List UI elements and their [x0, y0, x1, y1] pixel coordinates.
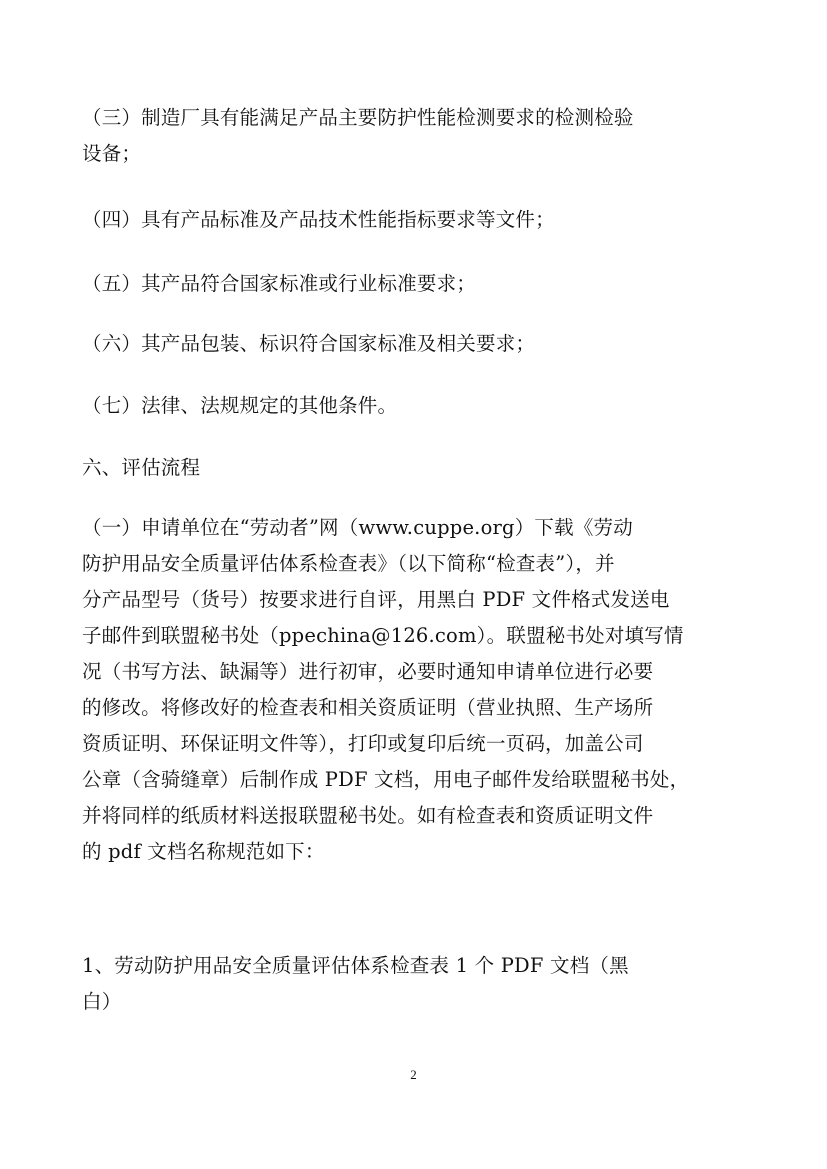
text-line: （六）其产品包装、标识符合国家标准及相关要求； [82, 332, 536, 355]
text-line: 并将同样的纸质材料送报联盟秘书处。如有检查表和资质证明文件 [82, 804, 654, 827]
text-line: 白） [82, 990, 122, 1013]
paragraph-naming-1 [82, 948, 762, 1020]
text-line: 设备； [82, 142, 142, 165]
section-heading [82, 450, 762, 486]
paragraph-item-7 [82, 388, 762, 424]
text-line: 公章（含骑缝章）后制作成 PDF 文档，用电子邮件发给联盟秘书处， [82, 768, 690, 791]
text-line: 的修改。将修改好的检查表和相关资质证明（营业执照、生产场所 [82, 696, 654, 719]
paragraph-item-5 [82, 266, 762, 302]
text-line: 分产品型号（货号）按要求进行自评，用黑白 PDF 文件格式发送电 [82, 588, 670, 611]
text-line: （四）具有产品标准及产品技术性能指标要求等文件； [82, 208, 555, 231]
paragraph-item-4 [82, 202, 762, 238]
text-line: 的 pdf 文档名称规范如下： [82, 840, 325, 863]
text-line: 子邮件到联盟秘书处（ppechina@126.com）。联盟秘书处对填写情 [82, 624, 684, 647]
paragraph-process-1 [82, 510, 762, 870]
text-line: 六、评估流程 [82, 456, 201, 479]
text-line: （七）法律、法规规定的其他条件。 [82, 394, 398, 417]
page-number: 2 [410, 1067, 417, 1082]
text-line: 防护用品安全质量评估体系检查表》（以下简称“检查表”），并 [82, 552, 615, 575]
paragraph-item-3 [82, 100, 762, 172]
text-line: （三）制造厂具有能满足产品主要防护性能检测要求的检测检验 [82, 106, 634, 129]
text-line: 况（书写方法、缺漏等）进行初审，必要时通知申请单位进行必要 [82, 660, 654, 683]
text-line: （五）其产品符合国家标准或行业标准要求； [82, 272, 477, 295]
text-line: 1、劳动防护用品安全质量评估体系检查表 1 个 PDF 文档（黑 [82, 954, 629, 977]
text-line: （一）申请单位在“劳动者”网（www.cuppe.org）下载《劳动 [82, 516, 633, 539]
paragraph-item-6 [82, 326, 762, 362]
text-line: 资质证明、环保证明文件等），打印或复印后统一页码，加盖公司 [82, 732, 644, 755]
